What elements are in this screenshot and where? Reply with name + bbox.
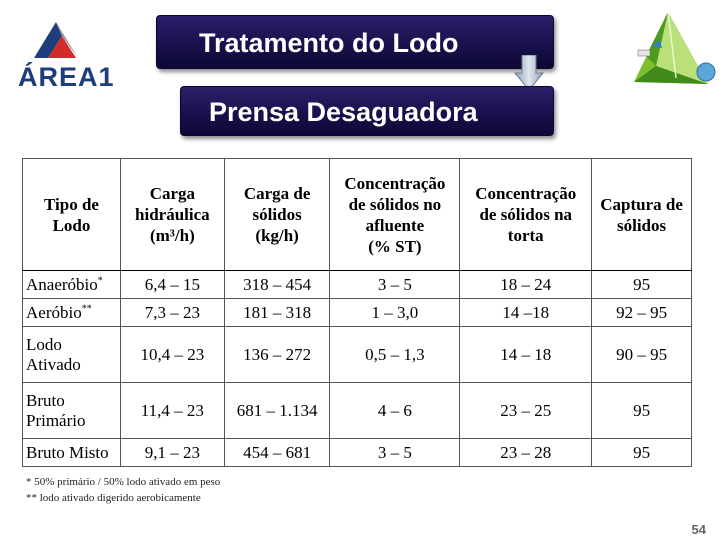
page-number: 54 [691, 522, 706, 537]
header-captura: Captura de sólidos [592, 159, 692, 271]
sludge-press-table [22, 158, 692, 467]
cell-conc-torta: 23 – 25 [460, 383, 592, 439]
cell-conc-torta: 14 –18 [460, 299, 592, 327]
header-carga-solidos: Carga de sólidos (kg/h) [224, 159, 330, 271]
slide-subtitle-banner [180, 86, 554, 136]
cell-captura: 95 [592, 439, 692, 467]
cell-conc-afluente: 0,5 – 1,3 [330, 327, 460, 383]
cell-captura: 90 – 95 [592, 327, 692, 383]
cell-tipo: Bruto Misto [23, 439, 121, 467]
cell-carga-hidraulica: 6,4 – 15 [120, 271, 224, 299]
cell-conc-afluente: 3 – 5 [330, 439, 460, 467]
cell-conc-torta: 14 – 18 [460, 327, 592, 383]
cell-conc-afluente: 3 – 5 [330, 271, 460, 299]
cell-tipo: Anaeróbio* [23, 271, 121, 299]
header-conc-torta: Concentração de sólidos na torta [460, 159, 592, 271]
table-row [23, 299, 692, 327]
cell-captura: 92 – 95 [592, 299, 692, 327]
cell-carga-hidraulica: 7,3 – 23 [120, 299, 224, 327]
cell-captura: 95 [592, 271, 692, 299]
cell-tipo: Aeróbio** [23, 299, 121, 327]
svg-text:ÁREA1: ÁREA1 [18, 62, 115, 92]
slide-subtitle: Prensa Desaguadora [209, 97, 478, 127]
header-tipo-lodo: Tipo de Lodo [23, 159, 121, 271]
slide-title: Tratamento do Lodo [199, 28, 459, 58]
cell-carga-hidraulica: 9,1 – 23 [120, 439, 224, 467]
table-header-row [23, 159, 692, 271]
eco-leaf-icon [616, 6, 722, 96]
cell-carga-hidraulica: 10,4 – 23 [120, 327, 224, 383]
header-carga-hidraulica: Carga hidráulica (m³/h) [120, 159, 224, 271]
cell-tipo: Bruto Primário [23, 383, 121, 439]
cell-conc-afluente: 1 – 3,0 [330, 299, 460, 327]
cell-carga-solidos: 681 – 1.134 [224, 383, 330, 439]
table-footnotes [26, 474, 220, 506]
cell-carga-solidos: 454 – 681 [224, 439, 330, 467]
cell-carga-solidos: 136 – 272 [224, 327, 330, 383]
cell-carga-hidraulica: 11,4 – 23 [120, 383, 224, 439]
cell-conc-afluente: 4 – 6 [330, 383, 460, 439]
slide-title-banner [156, 15, 554, 69]
area1-logo [14, 18, 122, 92]
cell-carga-solidos: 181 – 318 [224, 299, 330, 327]
table-row [23, 327, 692, 383]
cell-tipo: Lodo Ativado [23, 327, 121, 383]
footnote: ** lodo ativado digerido aerobicamente [26, 492, 201, 504]
footnote: * 50% primário / 50% lodo ativado em peso [26, 476, 221, 488]
cell-conc-torta: 18 – 24 [460, 271, 592, 299]
table-row [23, 383, 692, 439]
cell-captura: 95 [592, 383, 692, 439]
header-conc-afluente: Concentração de sólidos no afluente (% ST) [330, 159, 460, 271]
cell-carga-solidos: 318 – 454 [224, 271, 330, 299]
cell-conc-torta: 23 – 28 [460, 439, 592, 467]
table-row [23, 439, 692, 467]
table-row [23, 271, 692, 299]
